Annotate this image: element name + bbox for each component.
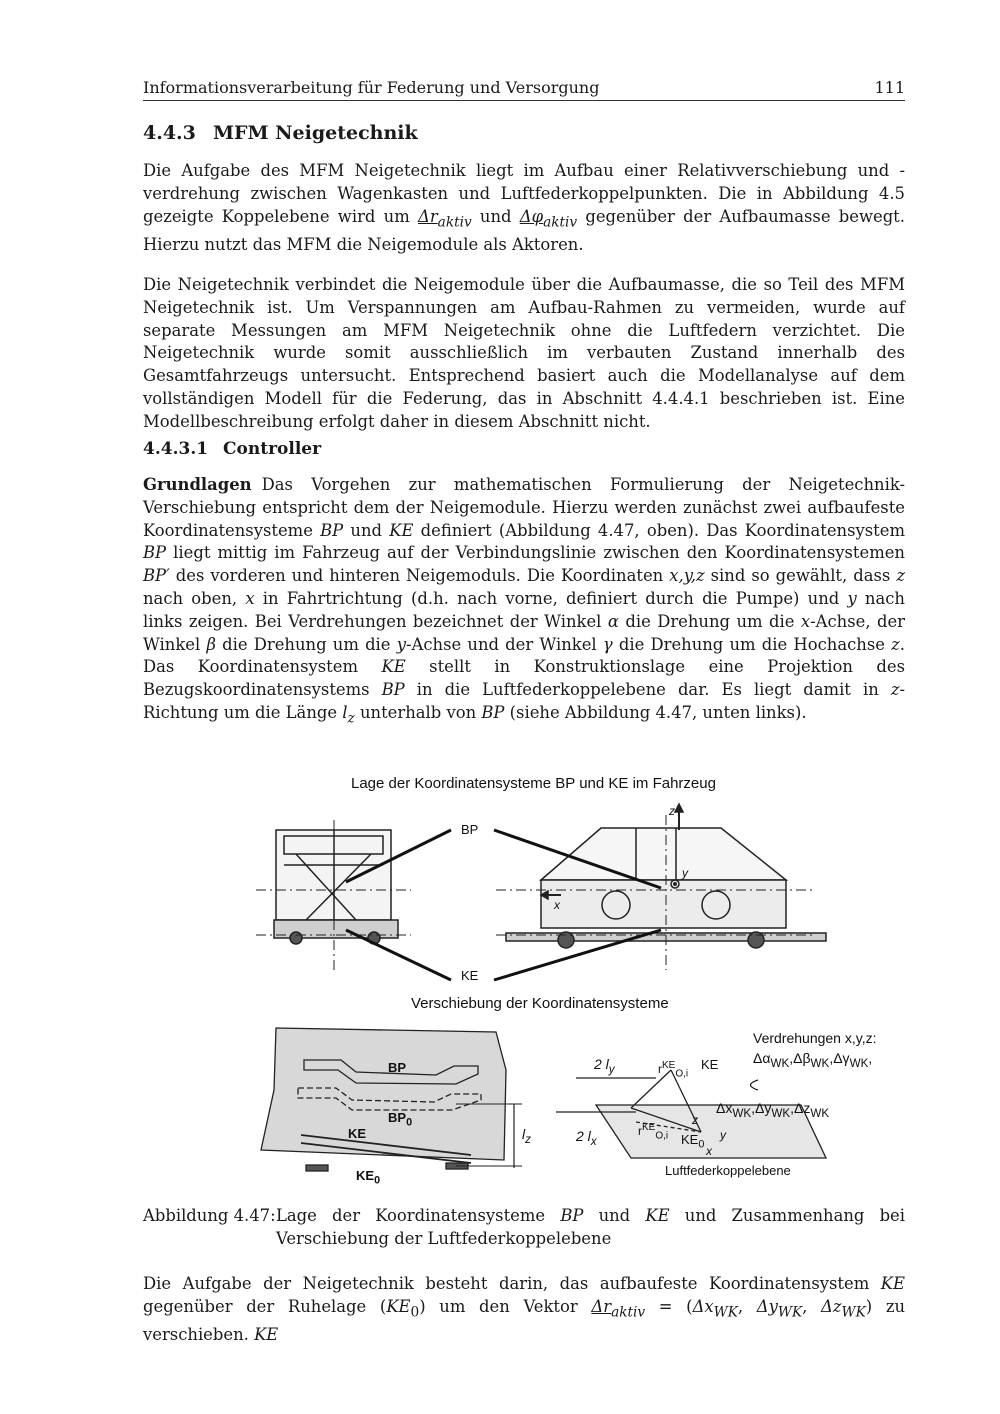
displacement-left	[261, 1028, 522, 1171]
r-bottom-sup: KE	[642, 1122, 656, 1133]
trans-y: ,Δy	[751, 1100, 772, 1116]
math-symbol: y	[396, 634, 406, 654]
text-run: und Zusammenhang bei Verschiebung der Luftfederkoppelebene	[276, 1206, 905, 1248]
subsection-number: 4.4.3.1	[143, 439, 209, 459]
math-symbol: KE	[381, 657, 406, 677]
r-bottom-sub: O,i	[655, 1130, 669, 1142]
text-run: . Das Koordinatensystem	[143, 634, 905, 677]
vehicle-front-view	[256, 820, 411, 970]
right-label-ke0-main: KE	[681, 1132, 699, 1147]
trans-sub: WK	[810, 1106, 830, 1120]
text-run: die Drehung um die Hochachse	[612, 634, 892, 654]
math-symbol: BP	[481, 702, 505, 722]
left-label-bp0-sub: 0	[406, 1116, 413, 1129]
text-run: ,	[737, 1296, 757, 1316]
paragraph-grundlagen	[143, 474, 905, 730]
right-label-2lx	[576, 1128, 597, 1148]
r-bottom-main: r	[638, 1124, 642, 1138]
math-symbol: z	[891, 634, 900, 654]
paragraph-last	[143, 1273, 905, 1347]
label-ke: KE	[461, 968, 479, 983]
math-subscript: z	[347, 710, 355, 727]
math-symbol: BP	[381, 680, 405, 700]
text-run: und	[583, 1206, 646, 1225]
axis-z: z	[669, 804, 675, 818]
page-number: 111	[874, 78, 905, 97]
text-run: die Drehung um die	[618, 611, 801, 631]
math-symbol: BP	[560, 1206, 584, 1225]
left-label-bp0	[388, 1110, 412, 1129]
text-run: Das Vorgehen zur mathematischen Formulierung der Neigetechnik-Verschiebung entspricht dem der Neigemodule. Hierzu werden zunächst zwei aufbaufeste Koordinatensysteme	[143, 475, 905, 540]
math-symbol: BP	[143, 543, 167, 563]
label-bp: BP	[461, 822, 479, 837]
math-subscript: aktiv	[437, 213, 472, 230]
math-symbol: Δy	[756, 1296, 778, 1316]
running-title: Informationsverarbeitung für Federung und Versorgung	[143, 78, 600, 97]
runin-heading: Grundlagen	[143, 475, 252, 494]
math-subscript: 0	[410, 1304, 420, 1321]
right-label-ke: KE	[701, 1057, 719, 1072]
axis-y: y	[682, 866, 688, 880]
left-label-bp0-main: BP	[388, 1110, 407, 1125]
caption-text	[276, 1205, 905, 1251]
figure-title-mid: Verschiebung der Koordinatensysteme	[411, 995, 669, 1012]
rot-comma: ,	[868, 1050, 873, 1066]
math-symbol: KE	[645, 1206, 670, 1225]
math-symbol: KE	[880, 1274, 905, 1293]
math-symbol: Δφ	[519, 206, 544, 226]
rot-sub: WK	[770, 1056, 790, 1070]
math-symbol: γ	[602, 634, 613, 654]
math-symbol: Δr	[417, 206, 438, 226]
left-label-ke: KE	[348, 1126, 367, 1141]
trans-z: ,Δz	[790, 1100, 811, 1116]
text-run: und	[343, 520, 390, 540]
math-symbol: z	[896, 566, 905, 586]
math-symbol: Δr	[591, 1296, 612, 1316]
left-label-ke0-sub: 0	[374, 1174, 381, 1187]
rot-gamma: ,Δγ	[829, 1050, 850, 1066]
left-label-lz-sub: z	[525, 1132, 531, 1146]
right-label-ke0	[681, 1132, 704, 1151]
text-run: gegenüber der Aufbaumasse bewegt. Hierzu nutzt das MFM die Neigemodule als Aktoren.	[143, 206, 905, 254]
math-subscript: aktiv	[543, 213, 578, 230]
text-run: sind so gewählt, dass	[704, 566, 897, 586]
paragraph-2: Die Neigetechnik verbindet die Neigemodule über die Aufbaumasse, die so Teil des MFM Neigetechnik ist. Um Verspannungen am Aufbau-Rahmen zu vermeiden, wurde auf separate Messungen am MFM Neigetechnik ohne die Luftfedern verzichtet. Die Neigetechnik wurde somit ausschließlich im verbauten Zustand innerhalb des Gesamtfahrzeugs untersucht. Entsprechend basiert auch die Modellanalyse auf dem vollständigen Modell für die Federung, das in Abschnitt 4.4.4.1 beschrieben ist. Eine Modellbeschreibung erfolgt daher in diesem Abschnitt nicht.	[143, 275, 905, 431]
math-symbol: KE	[386, 1296, 411, 1316]
right-label-2lx-sub: x	[590, 1134, 597, 1148]
math-symbol: BP	[320, 520, 344, 540]
text-run: Die Aufgabe der Neigetechnik besteht darin, das aufbaufeste Koordinatensystem	[143, 1274, 881, 1293]
math-symbol: y	[847, 588, 857, 608]
right-label-r-top	[658, 1060, 688, 1079]
rot-beta: ,Δβ	[789, 1050, 811, 1066]
math-symbol: x	[800, 611, 811, 631]
math-subscript: WK	[777, 1304, 803, 1321]
right-label-ke0-sub: 0	[698, 1138, 705, 1151]
math-symbol: x	[245, 588, 255, 608]
math-symbol: Δz	[821, 1296, 842, 1316]
figure-drawing	[256, 770, 856, 1190]
math-subscript: WK	[841, 1304, 866, 1321]
rot-sub: WK	[849, 1056, 869, 1070]
text-run: die Drehung um die	[215, 634, 397, 654]
left-label-ke0	[356, 1168, 380, 1187]
right-axis-y: y	[720, 1128, 726, 1142]
section-title: MFM Neigetechnik	[213, 122, 418, 144]
text-run: stellt in Konstruktionslage eine Projektion des Bezugskoordinatensystems	[143, 657, 906, 700]
text-run: ) zu verschieben.	[143, 1296, 906, 1344]
text-run: nach links zeigen. Bei Verdrehungen bezeichnet der Winkel	[143, 588, 905, 631]
rotation-label: Verdrehungen x,y,z:	[753, 1030, 877, 1046]
trans-x: Δx	[716, 1100, 733, 1116]
left-label-bp: BP	[388, 1060, 407, 1075]
text-run: in die Luftfederkoppelebene dar. Es liegt damit in	[404, 680, 891, 700]
math-symbol: KE	[389, 520, 414, 540]
rot-sub: WK	[810, 1056, 830, 1070]
r-top-sup: KE	[662, 1060, 676, 1071]
plane-label: Luftfederkoppelebene	[665, 1163, 791, 1178]
text-run: nach oben,	[143, 588, 246, 608]
text-run: (siehe Abbildung 4.47, unten links).	[504, 702, 807, 722]
trans-sub: WK	[771, 1106, 791, 1120]
r-top-sub: O,i	[675, 1068, 689, 1080]
text-run: Lage der Koordinatensysteme	[276, 1206, 561, 1225]
section-heading	[143, 122, 418, 144]
math-symbol: l	[342, 702, 348, 722]
rot-alpha: Δα	[753, 1050, 771, 1066]
left-label-lz-main: l	[522, 1126, 526, 1142]
paragraph-1	[143, 160, 905, 256]
rotation-values	[753, 1050, 872, 1070]
math-symbol: α	[607, 611, 619, 631]
math-symbol: BP′	[143, 566, 170, 586]
text-run: und	[471, 206, 520, 226]
right-label-2lx-main: 2 l	[576, 1128, 591, 1144]
text-run: Die Aufgabe des MFM Neigetechnik liegt im Aufbau einer Relativverschiebung und -verdrehung zwischen Wagenkasten und Luftfederkoppelpunkten. Die in Abbildung 4.5 gezeigte Koppelebene wird um	[143, 161, 905, 226]
axis-x: x	[554, 898, 560, 912]
figure-title-top: Lage der Koordinatensysteme BP und KE im Fahrzeug	[351, 775, 716, 792]
text-run: unterhalb von	[354, 702, 482, 722]
text-run: liegt mittig im Fahrzeug auf der Verbindungslinie zwischen den Koordinatensystemen	[166, 543, 905, 563]
math-symbol: KE	[254, 1324, 279, 1344]
running-head	[143, 78, 905, 101]
text-run: ) um den Vektor	[419, 1296, 592, 1316]
math-symbol: x,y,z	[669, 566, 705, 586]
figure-4-47	[256, 770, 877, 1190]
left-label-lz	[522, 1126, 531, 1146]
text-run: definiert (Abbildung 4.47, oben). Das Koordinatensystem	[413, 520, 905, 540]
subsection-title: Controller	[223, 439, 322, 459]
math-subscript: WK	[713, 1304, 738, 1321]
r-top-main: r	[658, 1062, 662, 1076]
text-run: -Achse und der Winkel	[405, 634, 603, 654]
math-subscript: aktiv	[611, 1304, 646, 1321]
right-label-2ly-main: 2 l	[594, 1056, 609, 1072]
right-label-r-bottom	[638, 1122, 668, 1141]
right-axis-x: x	[706, 1144, 712, 1158]
text-run: in Fahrtrichtung (d.h. nach vorne, definiert durch die Pumpe) und	[254, 588, 848, 608]
math-symbol: z	[890, 680, 900, 700]
text-run: -Richtung um die Länge	[143, 680, 905, 722]
translation-values	[716, 1100, 829, 1120]
subsection-heading	[143, 439, 321, 459]
right-label-2ly	[594, 1056, 615, 1076]
text-run: = (	[645, 1296, 693, 1316]
trans-sub: WK	[732, 1106, 752, 1120]
text-run: gegenüber der Ruhelage (	[143, 1296, 387, 1316]
text-run: -Achse, der Winkel	[143, 611, 905, 654]
right-axis-z: z	[692, 1113, 698, 1127]
left-label-ke0-main: KE	[356, 1168, 375, 1183]
right-label-2ly-sub: y	[608, 1062, 615, 1076]
math-symbol: Δx	[692, 1296, 714, 1316]
text-run: ,	[802, 1296, 822, 1316]
math-symbol: β	[206, 634, 216, 654]
section-number: 4.4.3	[143, 122, 196, 144]
text-run: des vorderen und hinteren Neigemoduls. Die Koordinaten	[169, 566, 670, 586]
caption-label: Abbildung 4.47:	[143, 1206, 276, 1225]
